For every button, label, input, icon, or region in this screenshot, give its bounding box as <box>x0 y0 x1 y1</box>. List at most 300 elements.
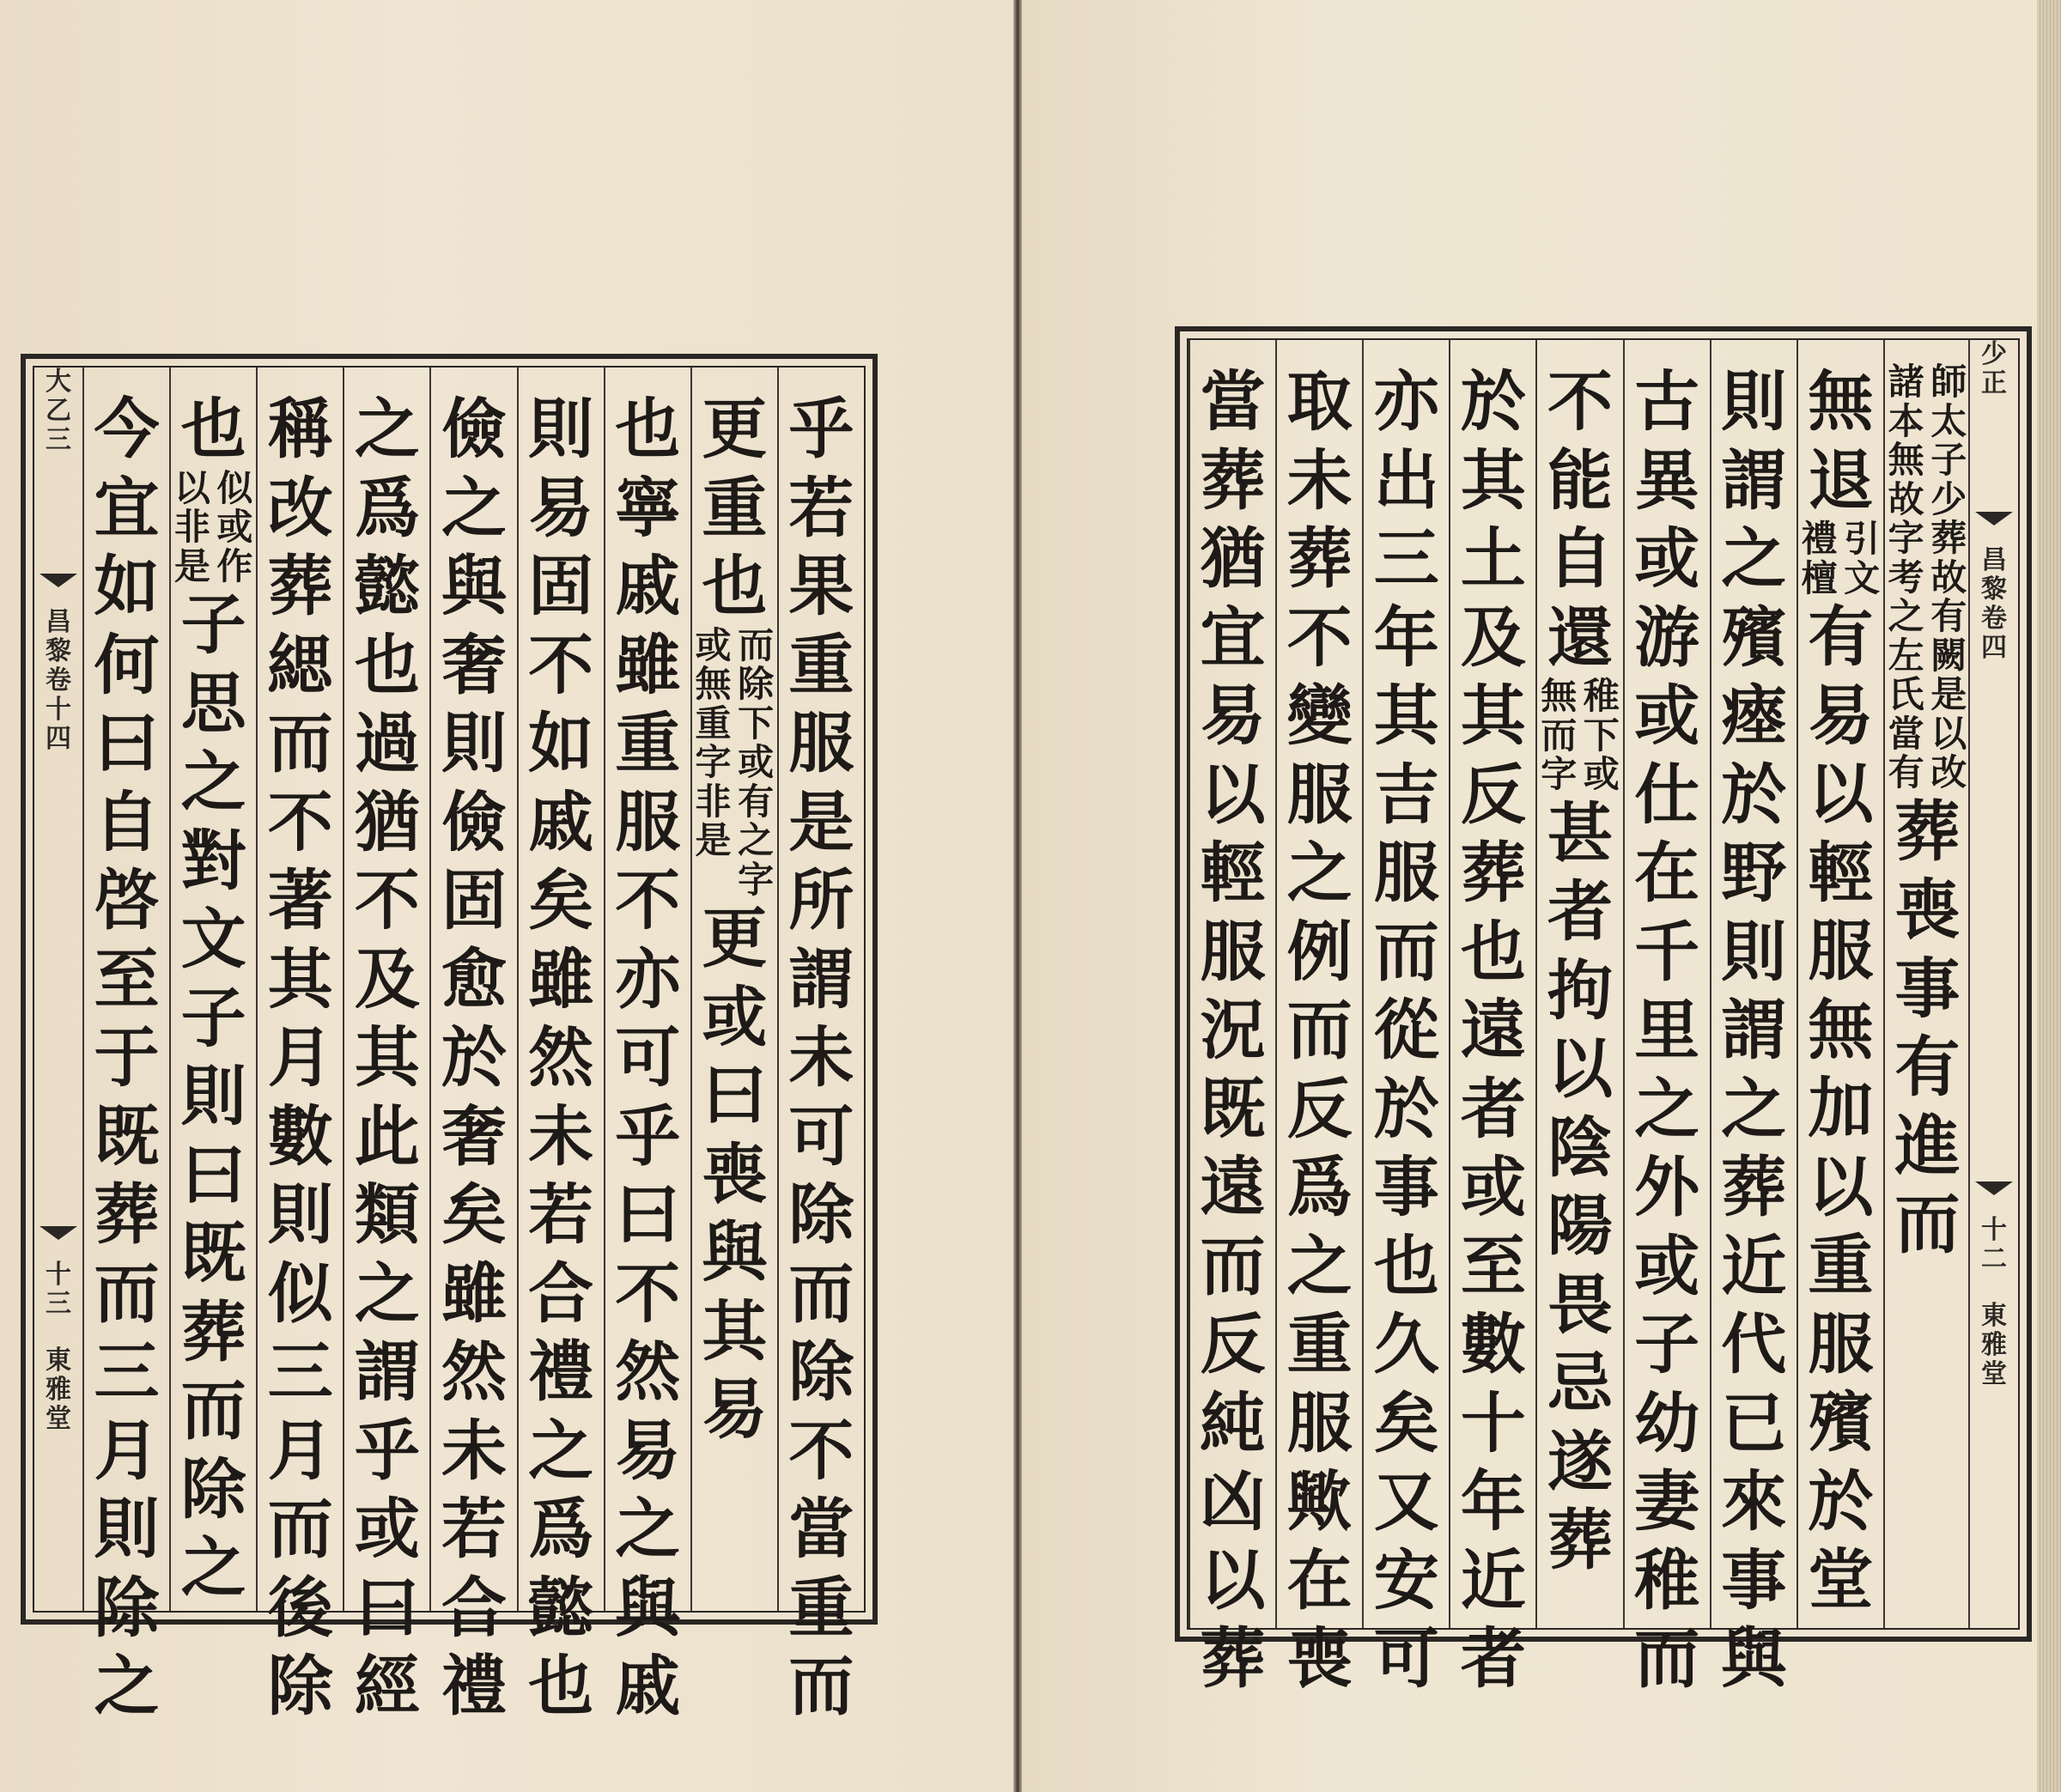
text-column <box>82 368 169 1724</box>
text-char: 稚 <box>1634 1541 1700 1619</box>
margin-char: 雅 <box>46 1375 71 1405</box>
text-char: 事 <box>1373 1149 1439 1225</box>
text-char: 稱 <box>267 391 333 467</box>
interlinear-note <box>1537 677 1622 794</box>
text-char: 未 <box>528 1097 594 1175</box>
text-char: 遠 <box>1460 992 1526 1068</box>
margin-top <box>34 368 82 455</box>
text-char: 之 <box>615 1491 681 1567</box>
note-char: 字 <box>738 858 775 901</box>
text-char: 啓 <box>94 862 160 939</box>
interlinear-note <box>1798 519 1883 598</box>
text-char: 戚 <box>528 783 594 860</box>
note-char: 下 <box>738 702 775 744</box>
note-char: 考 <box>1888 556 1924 598</box>
text-char: 自 <box>94 783 160 860</box>
text-char: 服 <box>1200 913 1266 990</box>
text-char: 文 <box>180 901 246 977</box>
text-column <box>777 368 864 1724</box>
note-char: 無 <box>1888 439 1924 481</box>
text-char: 葬 <box>267 548 333 624</box>
fish-tail-mark <box>1975 512 2013 538</box>
note-char: 稚 <box>1583 675 1620 717</box>
text-char: 輕 <box>1808 834 1874 911</box>
text-char: 外 <box>1634 1149 1700 1225</box>
text-char: 而 <box>1286 992 1353 1068</box>
text-char: 矣 <box>528 862 594 939</box>
text-char: 曰 <box>94 705 160 781</box>
note-char: 是 <box>1930 673 1967 715</box>
right-margin-column <box>1968 340 2018 1628</box>
text-char: 則 <box>180 1058 246 1134</box>
text-char: 若 <box>441 1491 507 1567</box>
margin-press <box>1970 1302 2018 1389</box>
text-char: 易 <box>1200 677 1266 754</box>
text-char: 固 <box>441 862 507 939</box>
text-char: 年 <box>1460 1463 1526 1540</box>
text-char: 亦 <box>1373 363 1439 440</box>
text-char: 懿 <box>528 1569 594 1646</box>
text-char: 然 <box>528 1019 594 1096</box>
text-char: 葬 <box>1200 441 1266 519</box>
text-char: 宜 <box>94 469 160 546</box>
text-char: 之 <box>94 1648 160 1724</box>
text-char: 固 <box>528 548 594 624</box>
text-char: 喪 <box>1894 872 1961 948</box>
text-char: 則 <box>1721 913 1787 990</box>
margin-top <box>1970 340 2018 398</box>
text-char: 爲 <box>354 469 420 546</box>
text-char: 之 <box>528 1412 594 1489</box>
text-char: 是 <box>788 783 854 860</box>
text-char: 與 <box>441 548 507 624</box>
text-char: 可 <box>788 1097 854 1175</box>
text-char: 陰 <box>1547 1109 1613 1186</box>
margin-char: 十 <box>1981 1215 2007 1245</box>
margin-char: 四 <box>1981 633 2007 663</box>
text-char: 在 <box>1634 835 1700 911</box>
text-char: 葬 <box>1286 520 1353 597</box>
text-char: 則 <box>528 391 594 467</box>
text-column <box>1449 340 1535 1697</box>
text-char: 則 <box>1721 363 1787 440</box>
note-line-left <box>1537 677 1580 794</box>
interlinear-note <box>1885 675 1970 793</box>
note-line-right <box>1927 675 1970 793</box>
note-char: 本 <box>1888 399 1924 442</box>
note-char: 之 <box>1888 595 1924 637</box>
text-char: 也 <box>180 391 246 467</box>
text-char: 反 <box>1460 756 1526 833</box>
margin-char: 堂 <box>1981 1359 2007 1389</box>
text-char: 反 <box>1200 1306 1266 1382</box>
text-char: 及 <box>1460 598 1526 676</box>
text-char: 在 <box>1286 1541 1353 1619</box>
interlinear-note <box>692 821 777 899</box>
text-char: 不 <box>615 1254 681 1332</box>
text-char: 而 <box>94 1254 160 1332</box>
note-char: 而 <box>738 623 775 666</box>
note-line-left <box>171 466 214 587</box>
text-char: 不 <box>354 862 420 939</box>
text-char: 千 <box>1634 913 1700 990</box>
margin-char: 東 <box>1981 1301 2007 1331</box>
text-char: 雖 <box>528 940 594 1017</box>
text-char: 未 <box>441 1412 507 1489</box>
text-char: 則 <box>441 705 507 781</box>
text-char: 宜 <box>1200 598 1266 676</box>
text-char: 取 <box>1286 363 1353 440</box>
text-char: 何 <box>94 626 160 703</box>
text-char: 乎 <box>788 391 854 467</box>
margin-leaf <box>1970 1216 2018 1274</box>
text-char: 殯 <box>1721 598 1787 676</box>
interlinear-note <box>1885 362 1970 519</box>
text-char: 也 <box>702 548 768 624</box>
text-char: 所 <box>788 862 854 939</box>
text-char: 如 <box>94 548 160 624</box>
note-char: 師 <box>1930 361 1967 403</box>
text-char: 進 <box>1894 1107 1961 1184</box>
text-char: 月 <box>267 1412 333 1489</box>
text-char: 禮 <box>528 1333 594 1410</box>
text-char: 除 <box>788 1176 854 1253</box>
text-char: 重 <box>615 705 681 781</box>
text-char: 能 <box>1547 441 1613 519</box>
text-char: 謂 <box>788 940 854 1017</box>
text-char: 亦 <box>615 940 681 1017</box>
text-char: 既 <box>94 1097 160 1175</box>
text-char: 服 <box>1286 756 1353 833</box>
left-margin-column <box>34 368 84 1611</box>
interlinear-note <box>692 623 777 823</box>
note-char: 檀 <box>1801 556 1838 599</box>
text-char: 幼 <box>1634 1384 1700 1461</box>
text-char: 無 <box>1808 991 1874 1068</box>
fish-tail-mark <box>1975 1182 2013 1207</box>
text-char: 久 <box>1373 1306 1439 1382</box>
text-char: 戚 <box>615 548 681 624</box>
note-char: 子 <box>1930 439 1967 481</box>
text-char: 喪 <box>702 1135 768 1212</box>
note-line-left <box>1885 362 1928 519</box>
margin-title <box>1970 546 2018 663</box>
text-char: 既 <box>1200 1070 1266 1147</box>
text-char: 殯 <box>1808 1384 1874 1461</box>
text-char: 戚 <box>615 1648 681 1724</box>
note-line-right <box>214 466 257 587</box>
text-char: 安 <box>1373 1541 1439 1619</box>
text-char: 於 <box>1721 756 1787 833</box>
margin-title <box>34 608 82 754</box>
text-char: 對 <box>180 822 246 899</box>
text-column <box>604 368 690 1724</box>
text-char: 與 <box>702 1214 768 1291</box>
right-frame-inner <box>1187 338 2020 1697</box>
text-char: 服 <box>1808 913 1874 989</box>
text-char: 合 <box>528 1254 594 1332</box>
text-char: 退 <box>1808 441 1874 519</box>
text-char: 除 <box>180 1450 246 1528</box>
text-char: 子 <box>180 979 246 1056</box>
text-char: 而 <box>788 1254 854 1332</box>
text-char: 其 <box>1460 677 1526 754</box>
text-char: 瘞 <box>1721 677 1787 754</box>
note-char: 故 <box>1888 477 1924 520</box>
text-char: 類 <box>354 1176 420 1253</box>
text-char: 代 <box>1721 1306 1787 1382</box>
text-char: 若 <box>528 1176 594 1253</box>
page-edges <box>2037 0 2061 1792</box>
note-char: 字 <box>695 741 732 783</box>
note-char: 左 <box>1888 634 1924 677</box>
text-char: 雖 <box>441 1254 507 1332</box>
note-char: 改 <box>1930 751 1967 793</box>
text-char: 易 <box>702 1371 768 1448</box>
interlinear-note <box>1885 519 1970 675</box>
text-char: 然 <box>441 1333 507 1410</box>
text-char: 之 <box>441 469 507 546</box>
margin-char: 大 <box>46 367 71 397</box>
note-char: 或 <box>738 741 775 783</box>
note-line-left <box>1798 519 1841 598</box>
text-char: 遠 <box>1200 1149 1266 1225</box>
note-char: 文 <box>1844 556 1881 599</box>
note-line-right <box>1580 677 1623 794</box>
text-char: 不 <box>1286 598 1353 676</box>
text-char: 忌 <box>1547 1345 1613 1421</box>
text-char: 重 <box>702 469 768 546</box>
margin-char: 黎 <box>1981 574 2007 604</box>
note-char: 引 <box>1844 518 1881 560</box>
note-char: 禮 <box>1801 518 1838 560</box>
margin-press <box>34 1346 82 1434</box>
text-char: 謂 <box>1721 441 1787 519</box>
text-char: 出 <box>1373 441 1439 519</box>
note-char: 有 <box>1930 595 1967 637</box>
text-column <box>1362 340 1449 1697</box>
text-char: 若 <box>788 469 854 546</box>
text-char: 之 <box>354 391 420 467</box>
text-char: 謂 <box>354 1333 420 1410</box>
text-char: 近 <box>1721 1227 1787 1304</box>
text-char: 以 <box>1808 756 1874 832</box>
text-column <box>1883 340 1970 1628</box>
note-char: 是 <box>173 544 210 587</box>
right-text-frame <box>1175 326 2032 1697</box>
text-char: 猶 <box>1200 520 1266 597</box>
text-char: 還 <box>1547 598 1613 676</box>
text-char: 可 <box>1373 1620 1439 1697</box>
text-char: 果 <box>788 548 854 624</box>
text-char: 於 <box>1373 1070 1439 1147</box>
text-column <box>1189 340 1275 1697</box>
text-char: 輕 <box>1200 835 1266 911</box>
text-char: 之 <box>1721 1070 1787 1147</box>
text-char: 今 <box>94 391 160 467</box>
margin-char: 十 <box>46 695 71 725</box>
note-char: 太 <box>1930 399 1967 442</box>
text-column <box>1710 340 1797 1697</box>
text-char: 至 <box>94 940 160 1017</box>
text-char: 於 <box>1460 363 1526 440</box>
text-char: 者 <box>1547 873 1613 950</box>
text-char: 以 <box>1547 1030 1613 1107</box>
text-char: 三 <box>1373 520 1439 597</box>
text-char: 之 <box>1286 1227 1353 1304</box>
interlinear-note <box>171 466 256 587</box>
text-char: 此 <box>354 1097 420 1175</box>
note-char: 故 <box>1930 556 1967 598</box>
text-char: 遂 <box>1547 1423 1613 1500</box>
text-char: 也 <box>615 391 681 467</box>
text-char: 子 <box>180 586 246 663</box>
text-char: 近 <box>1460 1541 1526 1619</box>
text-char: 而 <box>267 1491 333 1567</box>
text-char: 服 <box>615 783 681 860</box>
text-char: 數 <box>267 1097 333 1175</box>
note-char: 非 <box>173 506 210 548</box>
note-char: 以 <box>173 466 210 509</box>
text-char: 或 <box>1634 520 1700 597</box>
text-char: 子 <box>1634 1306 1700 1382</box>
margin-char: 四 <box>46 724 71 754</box>
text-char: 葬 <box>1721 1149 1787 1225</box>
text-char: 其 <box>267 940 333 1017</box>
text-char: 葬 <box>1200 1620 1266 1697</box>
text-char: 於 <box>1808 1462 1874 1540</box>
text-char: 愈 <box>441 940 507 1017</box>
text-char: 事 <box>1721 1541 1787 1619</box>
margin-char: 正 <box>1981 368 2007 398</box>
text-char: 懿 <box>354 548 420 624</box>
note-char: 以 <box>1930 712 1967 755</box>
text-char: 加 <box>1808 1070 1874 1146</box>
margin-char: 卷 <box>1981 604 2007 634</box>
text-char: 重 <box>788 626 854 703</box>
margin-char: 二 <box>1981 1244 2007 1274</box>
text-column <box>1623 340 1710 1697</box>
text-column <box>1275 340 1362 1697</box>
text-char: 矣 <box>1373 1384 1439 1461</box>
text-char: 過 <box>354 705 420 781</box>
fish-tail-mark <box>40 574 77 599</box>
note-char: 闕 <box>1930 634 1967 677</box>
text-char: 猶 <box>354 783 420 860</box>
text-char: 從 <box>1373 992 1439 1068</box>
text-char: 葬 <box>1894 793 1961 870</box>
note-char: 非 <box>695 780 732 823</box>
text-char: 葬 <box>94 1176 160 1253</box>
text-char: 三 <box>94 1333 160 1410</box>
margin-char: 昌 <box>1981 545 2007 575</box>
note-char: 或 <box>1583 753 1620 795</box>
text-char: 則 <box>94 1491 160 1567</box>
text-char: 當 <box>788 1491 854 1567</box>
text-char: 游 <box>1634 598 1700 676</box>
text-column <box>169 368 256 1611</box>
text-char: 里 <box>1634 992 1700 1068</box>
margin-char: 三 <box>46 425 71 455</box>
text-char: 禮 <box>441 1648 507 1724</box>
note-char: 無 <box>695 663 732 705</box>
text-char: 曰 <box>615 1176 681 1253</box>
note-char: 下 <box>1583 714 1620 756</box>
text-char: 陽 <box>1547 1188 1613 1264</box>
text-char: 或 <box>1460 1149 1526 1225</box>
note-char: 少 <box>1930 477 1967 520</box>
text-char: 十 <box>1460 1384 1526 1461</box>
text-char: 除 <box>94 1569 160 1646</box>
note-char: 作 <box>216 544 253 587</box>
text-char: 易 <box>615 1412 681 1489</box>
note-char: 當 <box>1888 712 1924 755</box>
text-char: 有 <box>1808 598 1874 675</box>
text-char: 或 <box>354 1491 420 1567</box>
left-text-frame <box>21 354 878 1724</box>
text-char: 其 <box>354 1019 420 1096</box>
text-char: 于 <box>94 1019 160 1096</box>
text-char: 曰 <box>702 1057 768 1133</box>
text-char: 似 <box>267 1254 333 1332</box>
text-char: 寧 <box>615 469 681 546</box>
note-char: 諸 <box>1888 361 1924 403</box>
note-char: 重 <box>695 702 732 744</box>
text-char: 喪 <box>1286 1620 1353 1697</box>
text-char: 月 <box>267 1019 333 1096</box>
text-char: 之 <box>1634 1070 1700 1147</box>
text-char: 不 <box>615 862 681 939</box>
text-char: 爲 <box>1286 1149 1353 1225</box>
text-char: 之 <box>180 744 246 820</box>
text-char: 服 <box>1286 1384 1353 1461</box>
text-char: 爲 <box>528 1491 594 1567</box>
text-char: 然 <box>615 1333 681 1410</box>
text-char: 既 <box>180 1215 246 1291</box>
text-char: 奢 <box>441 626 507 703</box>
note-char: 氏 <box>1888 673 1924 715</box>
text-char: 以 <box>1200 1541 1266 1619</box>
note-line-right <box>734 623 777 823</box>
note-char: 有 <box>738 780 775 823</box>
text-char: 以 <box>1808 1148 1874 1225</box>
text-char: 服 <box>788 705 854 781</box>
note-char: 似 <box>216 466 253 509</box>
text-char: 思 <box>180 665 246 742</box>
text-char: 儉 <box>441 391 507 467</box>
text-char: 三 <box>267 1333 333 1410</box>
text-char: 更 <box>702 391 768 467</box>
note-char: 或 <box>695 623 732 666</box>
text-column <box>1797 340 1883 1628</box>
note-char: 或 <box>216 506 253 548</box>
text-char: 服 <box>1808 1305 1874 1382</box>
text-char: 異 <box>1634 441 1700 519</box>
text-char: 純 <box>1200 1384 1266 1461</box>
text-char: 未 <box>788 1019 854 1096</box>
text-char: 而 <box>788 1648 854 1724</box>
text-char: 未 <box>1286 441 1353 519</box>
text-char: 或 <box>702 978 768 1055</box>
note-line-right <box>1927 362 1970 519</box>
margin-char: 堂 <box>46 1404 71 1434</box>
text-char: 也 <box>354 626 420 703</box>
text-char: 雖 <box>615 626 681 703</box>
text-char: 不 <box>788 1412 854 1489</box>
text-char: 其 <box>1373 677 1439 754</box>
note-char: 之 <box>738 819 775 861</box>
margin-char: 黎 <box>46 636 71 666</box>
